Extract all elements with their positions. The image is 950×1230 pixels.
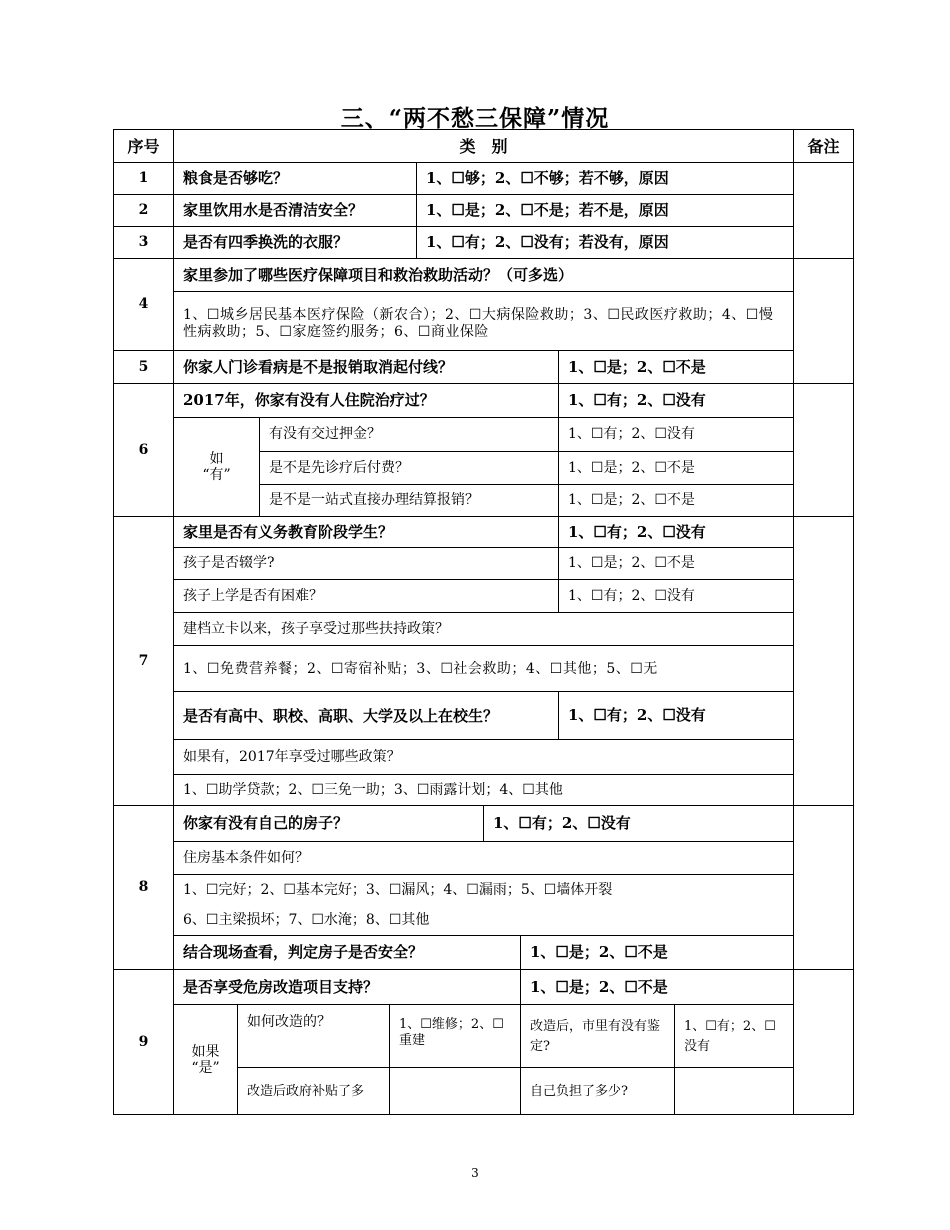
row-6-if-line2: “有” [202, 467, 231, 483]
row-6-sub-1-question: 有没有交过押金？ [259, 417, 559, 452]
row-6-question: 2017年，你家有没有人住院治疗过？ [173, 383, 559, 418]
note-cell-8[interactable] [793, 805, 854, 970]
row-8-a2[interactable] [173, 874, 794, 936]
row-6-sub-3-answer[interactable]: 1、☐是；2、☐不是 [558, 484, 794, 517]
note-cell-1-3[interactable] [793, 162, 854, 259]
row-1-question: 粮食是否够吃？ [173, 162, 417, 195]
row-9-c1-answer[interactable]: 1、☐维修；2、☐重建 [389, 1004, 521, 1068]
row-9-c2-answer[interactable]: 1、☐有；2、☐没有 [674, 1004, 794, 1068]
row-7-a5[interactable]: 1、☐有；2、☐没有 [558, 691, 794, 740]
row-6-sub-3-question: 是不是一站式直接办理结算报销？ [259, 484, 559, 517]
row-7-a6[interactable]: 1、☐助学贷款；2、☐三免一助；3、☐雨露计划；4、☐其他 [173, 774, 794, 806]
row-6-answer[interactable]: 1、☐有；2、☐没有 [558, 383, 794, 418]
note-cell-6[interactable] [793, 383, 854, 517]
note-cell-7[interactable] [793, 516, 854, 806]
row-8-q3: 结合现场查看，判定房子是否安全？ [173, 935, 521, 970]
row-7-a1[interactable]: 1、☐有；2、☐没有 [558, 516, 794, 548]
row-5-num: 5 [113, 350, 174, 384]
row-9-c1-question: 如何改造的？ [237, 1004, 390, 1068]
row-9-a1[interactable]: 1、☐是；2、☐不是 [520, 969, 794, 1005]
row-8-num: 8 [113, 805, 174, 970]
row-7-a3[interactable]: 1、☐有；2、☐没有 [558, 579, 794, 613]
page-number: 3 [471, 1166, 479, 1180]
row-8-a3[interactable]: 1、☐是；2、☐不是 [520, 935, 794, 970]
row-7-q2: 孩子是否辍学? [173, 547, 559, 580]
row-1-num: 1 [113, 162, 174, 195]
row-9-c4-answer[interactable] [674, 1067, 794, 1115]
header-category: 类 别 [173, 129, 794, 163]
row-2-num: 2 [113, 194, 174, 227]
row-3-question: 是否有四季换洗的衣服？ [173, 226, 417, 259]
header-seq: 序号 [113, 129, 174, 163]
row-8-a1[interactable]: 1、☐有；2、☐没有 [483, 805, 794, 842]
row-5-question: 你家人门诊看病是不是报销取消起付线？ [173, 350, 559, 384]
row-9-if-line2: “是” [191, 1059, 220, 1076]
row-7-q3: 孩子上学是否有困难？ [173, 579, 559, 613]
row-7-num: 7 [113, 516, 174, 806]
row-4-num: 4 [113, 258, 174, 351]
row-9-c4-question: 自己负担了多少? [520, 1067, 675, 1115]
row-8-q2: 住房基本条件如何？ [173, 841, 794, 875]
row-4-question: 家里参加了哪些医疗保障项目和救治救助活动？（可多选） [173, 258, 794, 292]
note-cell-4-5[interactable] [793, 258, 854, 384]
row-5-answer[interactable]: 1、☐是；2、☐不是 [558, 350, 794, 384]
row-2-answer[interactable]: 1、☐是；2、☐不是；若不是，原因 [416, 194, 794, 227]
row-6-sub-2-question: 是不是先诊疗后付费？ [259, 451, 559, 485]
row-1-answer[interactable]: 1、☐够；2、☐不够；若不够，原因 [416, 162, 794, 195]
row-2-question: 家里饮用水是否清洁安全？ [173, 194, 417, 227]
row-8-q1: 你家有没有自己的房子？ [173, 805, 484, 842]
row-9-if-yes [173, 1004, 238, 1115]
row-8-a2-line1: 1、☐完好；2、☐基本完好；3、☐漏风；4、☐漏雨；5、☐墙体开裂 [183, 882, 613, 898]
row-9-if-line1: 如果 [191, 1043, 220, 1060]
row-9-c3-question: 改造后政府补贴了多 [237, 1067, 390, 1115]
note-cell-9[interactable] [793, 969, 854, 1115]
row-3-answer[interactable]: 1、☐有；2、☐没有；若没有，原因 [416, 226, 794, 259]
row-8-a2-line2: 6、☐主梁损坏；7、☐水淹；8、☐其他 [183, 912, 430, 928]
row-6-if-line1: 如 [209, 451, 224, 467]
row-7-a2[interactable]: 1、☐是；2、☐不是 [558, 547, 794, 580]
row-9-q1: 是否享受危房改造项目支持？ [173, 969, 521, 1005]
row-3-num: 3 [113, 226, 174, 259]
header-note: 备注 [793, 129, 854, 163]
row-7-q4: 建档立卡以来，孩子享受过那些扶持政策？ [173, 612, 794, 646]
row-9-num: 9 [113, 969, 174, 1115]
row-7-q1: 家里是否有义务教育阶段学生？ [173, 516, 559, 548]
row-4-answer[interactable]: 1、☐城乡居民基本医疗保险（新农合）；2、☐大病保险救助；3、☐民政医疗救助；4、☐慢性病救助；5、☐家庭签约服务；6、☐商业保险 [173, 291, 794, 351]
row-7-q5: 是否有高中、职校、高职、大学及以上在校生？ [173, 691, 559, 740]
row-6-sub-1-answer[interactable]: 1、☐有；2、☐没有 [558, 417, 794, 452]
row-6-num: 6 [113, 383, 174, 517]
page-title: 三、“两不愁三保障”情况 [340, 105, 610, 132]
row-7-q6: 如果有，2017年享受过哪些政策？ [173, 739, 794, 775]
row-9-c2-question: 改造后，市里有没有鉴定? [520, 1004, 675, 1068]
row-6-sub-2-answer[interactable]: 1、☐是；2、☐不是 [558, 451, 794, 485]
row-7-a4[interactable]: 1、☐免费营养餐；2、☐寄宿补贴；3、☐社会救助；4、☐其他；5、☐无 [173, 645, 794, 692]
row-9-c3-answer[interactable] [389, 1067, 521, 1115]
row-6-if-yes [173, 417, 260, 517]
